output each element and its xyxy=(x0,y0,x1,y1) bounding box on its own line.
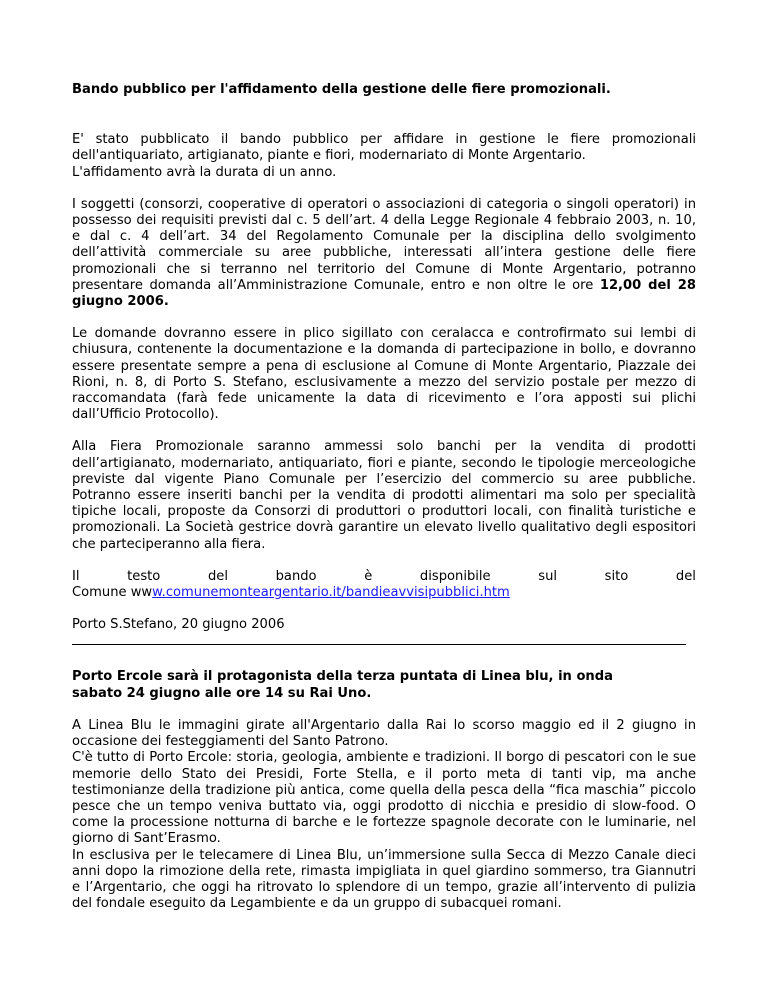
section1-paragraph-1b: L'affidamento avrà la durata di un anno. xyxy=(72,164,337,180)
paragraph-2-text: I soggetti (consorzi, cooperative di operatori o associazioni di categoria o singoli operatori) in possesso dei requisiti previsti dal c. 5 dell’art. 4 della Legge Regionale 4 febbraio 2003, n. 10, e dal c. 4 dell’art. 34 del Regolamento Comunale per la disciplina dello svolgimento dell’attività commerciale su aree pubbliche, interessati all’intera gestione delle fiere promozionali che si terranno nel territorio del Comune di Monte Argentario, potranno presentare domanda all’Amministrazione Comunale, entro e non oltre le ore xyxy=(72,196,696,293)
deadline-text: 12,00 del 28 giugno 2006. xyxy=(72,277,696,310)
word: del xyxy=(675,568,696,584)
section2-paragraph-1: A Linea Blu le immagini girate all'Argentario dalla Rai lo scorso maggio ed il 2 giugno in occasione dei festeggiamenti del Santo Patrono. xyxy=(72,717,696,750)
word: disponibile xyxy=(419,568,491,584)
word: sul xyxy=(538,568,558,584)
section2-paragraph-2: C'è tutto di Porto Ercole: storia, geologia, ambiente e tradizioni. Il borgo di pescatori con le sue memorie dello Stato dei Presidi, Forte Stella, e il porto meta di tanti vip, ma anche testimonianze della tradizione più antica, come quella della pesca della “fica maschia” piccolo pesce che un tempo veniva buttato via, oggi prodotto di nicchia e presidio di slow-food. O come la processione notturna di barche e le fortezze spagnole decorate con le luminarie, nel giorno di Sant’Erasmo. xyxy=(72,750,696,847)
section2-title-line-1: Porto Ercole sarà il protagonista della terza puntata di Linea blu, in onda xyxy=(72,669,613,685)
word: del xyxy=(207,568,228,584)
word: sito xyxy=(604,568,629,584)
section1-paragraph-4: Alla Fiera Promozionale saranno ammessi solo banchi per la vendita di prodotti dell’artigianato, modernariato, antiquariato, fiori e piante, secondo le tipologie merceologiche previste dal vigente Piano Comunale per l’esercizio del commercio su aree pubbliche. Potranno essere inseriti banchi per la vendita di prodotti alimentari ma solo per specialità tipiche locali, proposte da Consorzi di produttori o produttori locali, con finalità turistiche e promozionali. La Società gestrice dovrà garantire un elevato livello qualitativo degli espositori che parteciperanno alla fiera. xyxy=(72,439,696,552)
document-page xyxy=(72,82,696,912)
bando-availability-line xyxy=(72,569,696,585)
word: testo xyxy=(127,568,161,584)
section1-title: Bando pubblico per l'affidamento della gestione delle fiere promozionali. xyxy=(72,82,611,97)
word: Il xyxy=(72,568,80,584)
word: è xyxy=(364,568,373,584)
bando-link[interactable]: w.comunemonteargentario.it/bandieavvisipubblici.htm xyxy=(152,585,510,601)
bando-link-line xyxy=(72,585,696,601)
section1-paragraph-1: E' stato pubblicato il bando pubblico per affidare in gestione le fiere promozionali dell'antiquariato, artigianato, piante e fiori, modernariato di Monte Argentario. xyxy=(72,132,696,164)
section1-paragraph-2 xyxy=(72,197,696,310)
signature-line: Porto S.Stefano, 20 giugno 2006 xyxy=(72,617,285,633)
link-prefix: Comune ww xyxy=(72,585,153,601)
section2-paragraph-3: In esclusiva per le telecamere di Linea Blu, un’immersione sulla Secca di Mezzo Canale dieci anni dopo la rimozione della rete, rimasta impigliata in quel giardino sommerso, tra Giannutri e l’Argentario, che oggi ha ritrovato lo splendore di un tempo, grazie all’intervento di pulizia del fondale eseguito da Legambiente e da un gruppo di subacquei romani. xyxy=(72,847,696,912)
section2-title-line-2: sabato 24 giugno alle ore 14 su Rai Uno. xyxy=(72,685,372,701)
word: bando xyxy=(275,568,317,584)
section1-paragraph-3: Le domande dovranno essere in plico sigillato con ceralacca e controfirmato sui lembi di chiusura, contenente la documentazione e la domanda di partecipazione in bollo, e dovranno essere presentate sempre a pena di esclusione al Comune di Monte Argentario, Piazzale dei Rioni, n. 8, di Porto S. Stefano, esclusivamente a mezzo del servizio postale per mezzo di raccomandata (farà fede unicamente la data di ricevimento e l’ora apposti sui plichi dall’Ufficio Protocollo). xyxy=(72,326,696,423)
